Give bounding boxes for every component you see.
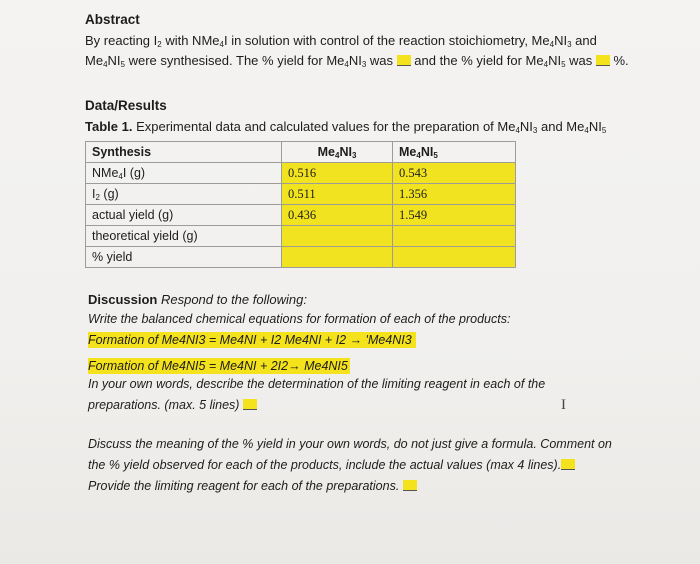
cell-me4ni5-i2[interactable]: 1.356 <box>393 184 516 205</box>
answer-box-limiting-reagents[interactable] <box>403 480 417 491</box>
results-table <box>85 141 516 268</box>
table-row <box>86 226 516 247</box>
table-header-row <box>86 142 516 163</box>
row-label: NMe$_4$I (g) <box>86 163 282 184</box>
table-row <box>86 163 516 184</box>
cell-me4ni5-actual-yield[interactable]: 1.549 <box>393 205 516 226</box>
cell-me4ni5-nme4i[interactable]: 0.543 <box>393 163 516 184</box>
abstract-line-1: By reacting $I_2$ with NMe$_4$I in solution with control of the reaction stoichiometry, $Me_4NI_3$ and <box>85 33 597 49</box>
header-me4ni3: $Me_4NI_3$ <box>282 142 393 163</box>
abstract-heading: Abstract <box>85 12 140 27</box>
table-row <box>86 247 516 268</box>
table-caption: Table 1. Experimental data and calculated values for the preparation of $Me_4NI_3$ and $Me_4NI_5$ <box>85 119 607 135</box>
cell-me4ni5-theoretical-yield[interactable] <box>393 226 516 247</box>
arrow-icon: → <box>349 333 363 347</box>
limiting-reagent-prompt-line-1: In your own words, describe the determination of the limiting reagent in each of the <box>88 377 546 391</box>
cell-me4ni3-percent-yield[interactable] <box>282 247 393 268</box>
equation-me4ni5[interactable]: Formation of Me4NI5 = Me4NI + 2I2→ Me4NI5 <box>88 359 348 373</box>
discussion-intro: Discussion Respond to the following: <box>88 292 307 307</box>
yield-prompt-line-3: Provide the limiting reagent for each of the preparations. <box>88 479 417 493</box>
limiting-reagent-prompt-line-2: preparations. (max. 5 lines) <box>88 398 257 412</box>
row-label: actual yield (g) <box>86 205 282 226</box>
table-row <box>86 184 516 205</box>
cell-me4ni3-nme4i[interactable]: 0.516 <box>282 163 393 184</box>
cell-me4ni3-actual-yield[interactable]: 0.436 <box>282 205 393 226</box>
table-row <box>86 205 516 226</box>
equations-prompt: Write the balanced chemical equations for formation of each of the products: <box>88 312 511 326</box>
row-label: theoretical yield (g) <box>86 226 282 247</box>
yield-prompt-line-2: the % yield observed for each of the products, include the actual values (max 4 lines). <box>88 458 575 472</box>
answer-box-yield-me4ni3[interactable] <box>397 55 411 66</box>
header-me4ni5: $Me_4NI_5$ <box>393 142 516 163</box>
cell-me4ni3-i2[interactable]: 0.511 <box>282 184 393 205</box>
yield-prompt-line-1: Discuss the meaning of the % yield in your own words, do not just give a formula. Comment on <box>88 437 612 451</box>
arrow-icon: → <box>288 359 301 373</box>
cell-me4ni5-percent-yield[interactable] <box>393 247 516 268</box>
cell-me4ni3-theoretical-yield[interactable] <box>282 226 393 247</box>
results-heading: Data/Results <box>85 98 167 113</box>
equation-me4ni3[interactable]: Formation of Me4NI3 = Me4NI + I2 Me4NI + I2 → 'Me4NI3 <box>88 332 416 348</box>
row-label: % yield <box>86 247 282 268</box>
header-synthesis: Synthesis <box>86 142 282 163</box>
abstract-line-2: $Me_4NI_5$ were synthesised. The % yield for $Me_4NI_3$ was and the % yield for $Me_4NI_5$ was %. <box>85 53 629 69</box>
answer-box-limiting-reagent[interactable] <box>243 399 257 410</box>
answer-box-yield-me4ni5[interactable] <box>596 55 610 66</box>
row-label: $I_2$ (g) <box>86 184 282 205</box>
answer-box-yield-discussion[interactable] <box>561 459 575 470</box>
text-cursor-icon: I <box>561 397 566 413</box>
